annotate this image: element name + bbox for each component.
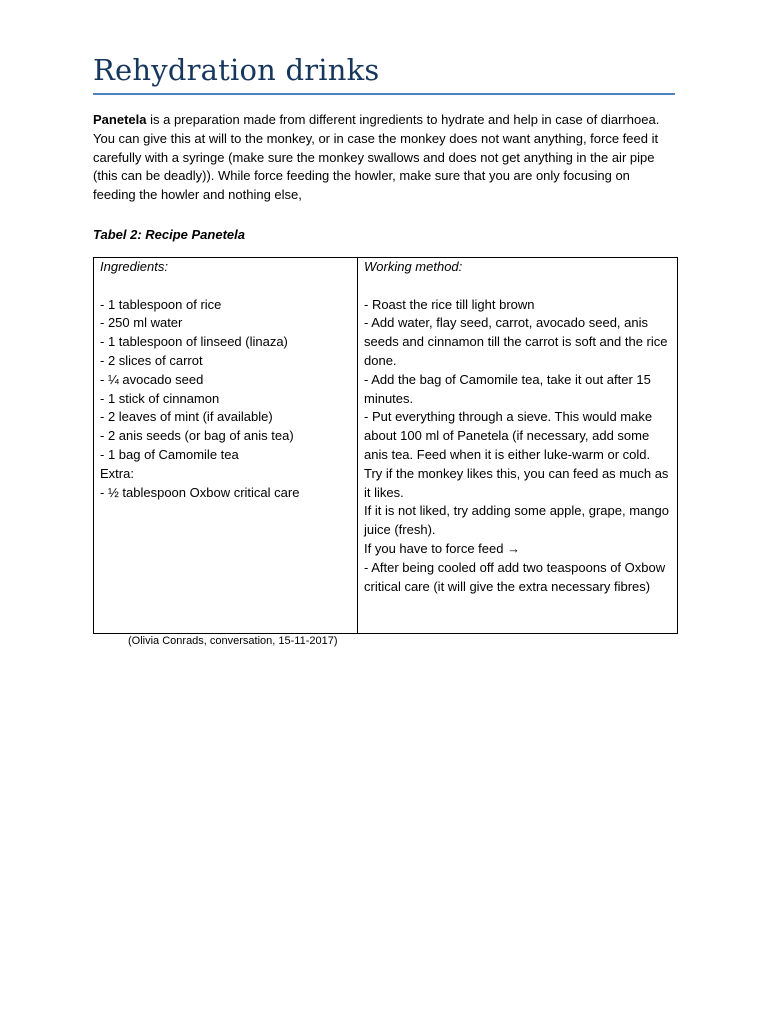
- intro-text: is a preparation made from different ingredients to hydrate and help in case of diarrhoea. You can give this at will to the monkey, or in case the monkey does not want anything, force feed it carefully with a syringe (make sure the monkey swallows and does not get anything in the air pipe (this can be deadly)). While force feeding the howler, make sure that you are only focusing on feeding the howler and nothing else,: [93, 112, 660, 203]
- ingredient-item: - 1 bag of Camomile tea: [100, 446, 239, 462]
- intro-paragraph: [93, 111, 675, 205]
- ingredients-column: [94, 258, 358, 633]
- method-step: - Roast the rice till light brown: [364, 296, 535, 312]
- ingredient-item: - 250 ml water: [100, 315, 183, 331]
- method-list: [364, 296, 671, 597]
- method-step: - Add the bag of Camomile tea, take it out after 15 minutes.: [364, 371, 655, 406]
- method-header: Working method:: [364, 259, 463, 274]
- spacer: [364, 277, 671, 296]
- recipe-table: [93, 257, 678, 634]
- method-column: [358, 258, 677, 633]
- method-step: - Add water, flay seed, carrot, avocado seed, anis seeds and cinnamon till the carrot is soft and the rice done.: [364, 315, 672, 368]
- method-step: - After being cooled off add two teaspoons of Oxbow critical care (it will give the extra necessary fibres): [364, 559, 669, 594]
- method-step: If it is not liked, try adding some apple, grape, mango juice (fresh).: [364, 503, 673, 538]
- ingredient-item: - 2 slices of carrot: [100, 352, 203, 368]
- ingredients-list: [100, 296, 351, 503]
- intro-bold-term: Panetela: [93, 112, 147, 127]
- ingredients-header: Ingredients:: [100, 259, 168, 274]
- ingredient-item: - 1 tablespoon of rice: [100, 296, 222, 312]
- source-citation: (Olivia Conrads, conversation, 15-11-2017): [128, 635, 338, 647]
- method-step: - Put everything through a sieve. This would make about 100 ml of Panetela (if necessary, add some anis tea. Feed when it is either luke-warm or cold. Try if the monkey likes this, you can feed as much as it likes.: [364, 409, 673, 500]
- ingredient-item: - 2 leaves of mint (if available): [100, 409, 273, 425]
- ingredient-item: - 1 tablespoon of linseed (linaza): [100, 334, 288, 350]
- method-step: If you have to force feed →: [364, 540, 521, 556]
- ingredient-item: - 1 stick of cinnamon: [100, 390, 220, 406]
- document-title: Rehydration drinks: [93, 53, 380, 87]
- table-caption: Tabel 2: Recipe Panetela: [93, 227, 245, 242]
- ingredient-item: - 2 anis seeds (or bag of anis tea): [100, 428, 294, 444]
- ingredient-item: - ½ tablespoon Oxbow critical care: [100, 484, 300, 500]
- spacer: [100, 277, 351, 296]
- ingredient-item: Extra:: [100, 465, 134, 481]
- title-underline: [93, 93, 675, 95]
- ingredient-item: - ¼ avocado seed: [100, 371, 204, 387]
